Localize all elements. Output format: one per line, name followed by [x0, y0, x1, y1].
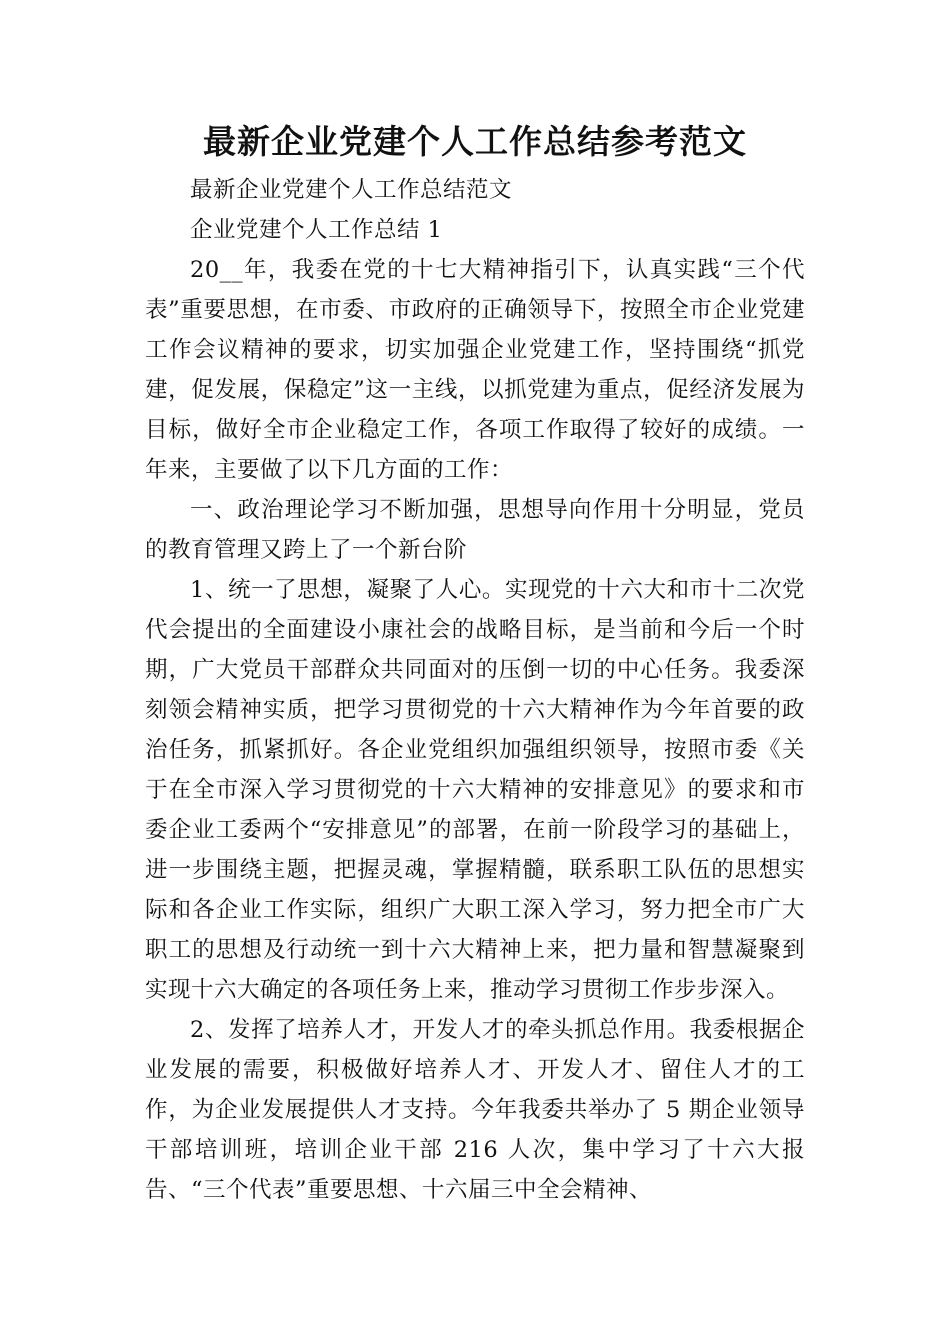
paragraph-item-one: 1、统一了思想，凝聚了人心。实现党的十六大和市十二次党代会提出的全面建设小康社会的战略目标，是当前和今后一个时期，广大党员干部群众共同面对的压倒一切的中心任务。我委深刻领会精神实质，把学习贯彻党的十六大精神作为今年首要的政治任务，抓紧抓好。各企业党组织加强组织领导，按照市委《关于在全市深入学习贯彻党的十六大精神的安排意见》的要求和市委企业工委两个“安排意见”的部署，在前一阶段学习的基础上，进一步围绕主题，把握灵魂，掌握精髓，联系职工队伍的思想实际和各企业工作实际，组织广大职工深入学习，努力把全市广大职工的思想及行动统一到十六大精神上来，把力量和智慧凝聚到实现十六大确定的各项任务上来，推动学习贯彻工作步步深入。 [145, 577, 805, 1003]
paragraph-section-one-heading: 一、政治理论学习不断加强，思想导向作用十分明显，党员的教育管理又跨上了一个新台阶 [145, 497, 805, 563]
document-subtitle: 最新企业党建个人工作总结范文 [190, 177, 513, 203]
document-title: 最新企业党建个人工作总结参考范文 [203, 122, 747, 161]
section-heading: 企业党建个人工作总结 1 [190, 217, 443, 243]
paragraph-intro: 20__年，我委在党的十七大精神指引下，认真实践“三个代表”重要思想，在市委、市政府的正确领导下，按照全市企业党建工作会议精神的要求，切实加强企业党建工作，坚持围绕“抓党建，促发展，保稳定”这一主线，以抓党建为重点，促经济发展为目标，做好全市企业稳定工作，各项工作取得了较好的成绩。一年来，主要做了以下几方面的工作： [145, 257, 805, 483]
paragraph-item-two: 2、发挥了培养人才，开发人才的牵头抓总作用。我委根据企业发展的需要，积极做好培养人才、开发人才、留住人才的工作，为企业发展提供人才支持。今年我委共举办了 5 期企业领导干部培训班，培训企业干部 216 人次，集中学习了十六大报告、“三个代表”重要思想、十六届三中全会精神、 [145, 1017, 805, 1203]
